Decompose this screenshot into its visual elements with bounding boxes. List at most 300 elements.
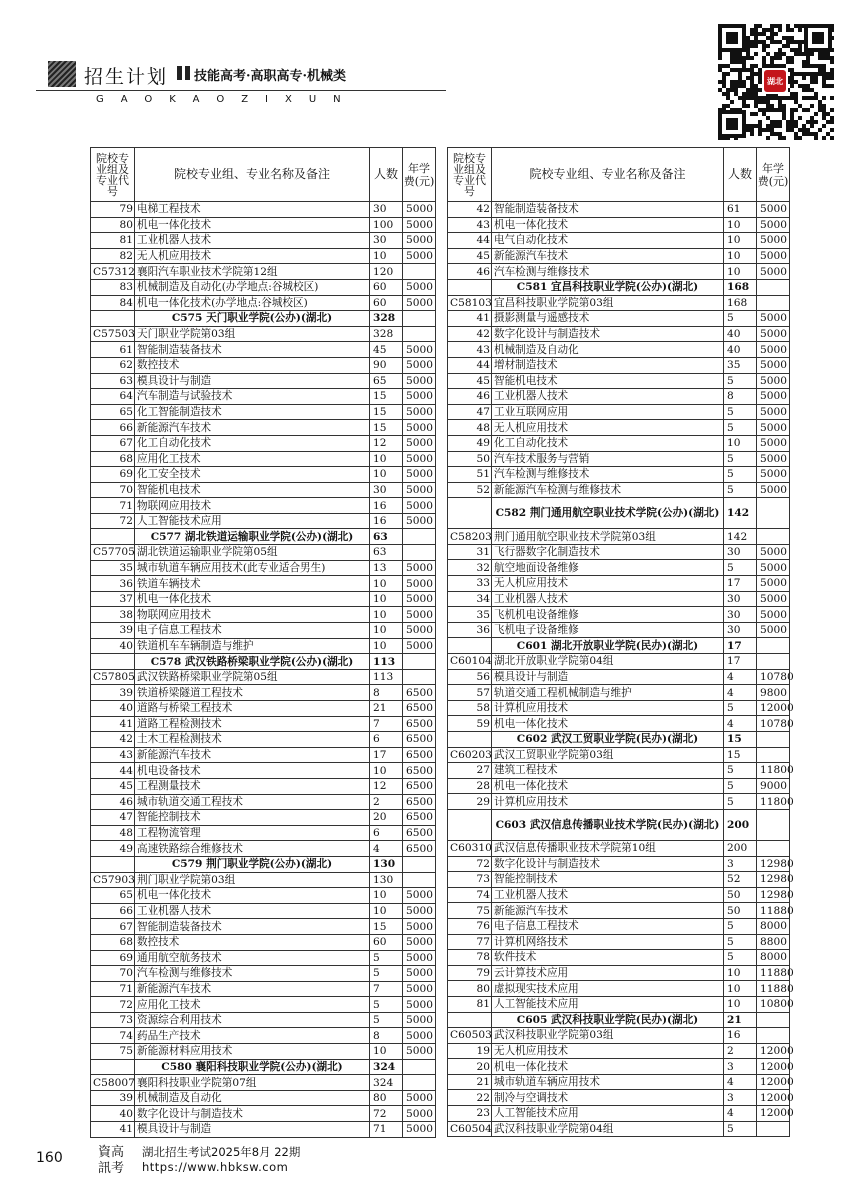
row-code: 51: [448, 467, 492, 483]
col-code-header: 院校专业组及专业代号: [91, 148, 135, 202]
row-count: 8: [724, 389, 757, 405]
major-row: [91, 513, 436, 529]
row-fee: 5000: [403, 1044, 436, 1060]
row-fee: 5000: [403, 202, 436, 218]
major-row: [448, 700, 790, 716]
row-count: 10: [370, 623, 403, 639]
row-fee: 12000: [757, 700, 790, 716]
row-fee: 5000: [403, 576, 436, 592]
group-row: [448, 654, 790, 670]
row-fee: [757, 1028, 790, 1044]
major-row: [448, 1074, 790, 1090]
row-fee: 5000: [403, 279, 436, 295]
row-fee: 6500: [403, 841, 436, 857]
major-row: [91, 451, 436, 467]
row-count: 40: [724, 326, 757, 342]
row-name: 湖北开放职业学院第04组: [492, 654, 724, 670]
major-row: [448, 965, 790, 981]
row-name: 虚拟现实技术应用: [492, 981, 724, 997]
row-code: 64: [91, 389, 135, 405]
school-row: [448, 1012, 790, 1028]
school-total: 63: [370, 529, 403, 545]
row-name: 新能源汽车技术: [492, 903, 724, 919]
major-row: [448, 435, 790, 451]
major-row: [448, 794, 790, 810]
row-code: 58: [448, 700, 492, 716]
row-fee: 5000: [403, 591, 436, 607]
row-count: 5: [724, 467, 757, 483]
row-count: 10: [724, 435, 757, 451]
row-code: 31: [448, 544, 492, 560]
row-fee: 5000: [403, 1122, 436, 1138]
school-name: C580 襄阳科技职业学院(公办)(湖北): [135, 1059, 370, 1075]
row-name: 机电一体化技术: [135, 888, 370, 904]
major-row: [448, 420, 790, 436]
row-count: 5: [724, 373, 757, 389]
col-name-header: 院校专业组、专业名称及备注: [135, 148, 370, 202]
major-row: [448, 856, 790, 872]
row-code: 80: [448, 981, 492, 997]
row-code: 22: [448, 1090, 492, 1106]
row-fee: [757, 529, 790, 545]
row-count: 5: [724, 918, 757, 934]
row-name: 机电一体化技术: [135, 217, 370, 233]
major-row: [91, 279, 436, 295]
row-code: 34: [448, 591, 492, 607]
row-count: 7: [370, 981, 403, 997]
row-count: 16: [724, 1028, 757, 1044]
row-name: 武汉工贸职业学院第03组: [492, 747, 724, 763]
row-name: 武汉信息传播职业技术学院第10组: [492, 840, 724, 856]
row-count: 5: [724, 950, 757, 966]
major-row: [91, 997, 436, 1013]
major-row: [448, 202, 790, 218]
row-fee: 6500: [403, 810, 436, 826]
row-fee: 5000: [403, 607, 436, 623]
row-name: 汽车制造与试验技术: [135, 389, 370, 405]
school-name: C602 武汉工贸职业学院(民办)(湖北): [492, 732, 724, 748]
row-count: 13: [370, 560, 403, 576]
row-code: 42: [448, 202, 492, 218]
row-count: 8: [370, 685, 403, 701]
row-code: 27: [448, 763, 492, 779]
row-fee: 5000: [757, 622, 790, 638]
row-count: 12: [370, 435, 403, 451]
major-row: [91, 888, 436, 904]
col-name-header: 院校专业组、专业名称及备注: [492, 148, 724, 202]
row-name: 资源综合利用技术: [135, 1012, 370, 1028]
magazine-url: https://www.hbksw.com: [142, 1160, 289, 1174]
row-code: 43: [448, 342, 492, 358]
row-count: 15: [370, 404, 403, 420]
row-fee: 11880: [757, 903, 790, 919]
row-count: 5: [724, 482, 757, 498]
school-total: 21: [724, 1012, 757, 1028]
page-number: 160: [36, 1150, 63, 1166]
major-row: [91, 576, 436, 592]
row-fee: 11800: [757, 763, 790, 779]
group-row: [448, 295, 790, 311]
row-name: 数字化设计与制造技术: [492, 856, 724, 872]
magazine-logo-icon: [88, 1142, 134, 1174]
page-header: [36, 58, 456, 108]
major-row: [91, 825, 436, 841]
row-name: 机电一体化技术(办学地点:谷城校区): [135, 295, 370, 311]
row-code: 36: [91, 576, 135, 592]
school-total: 168: [724, 279, 757, 295]
row-count: 15: [370, 389, 403, 405]
row-name: 智能控制技术: [135, 810, 370, 826]
row-count: 120: [370, 264, 403, 280]
row-code: 44: [91, 763, 135, 779]
row-name: 新能源汽车技术: [135, 420, 370, 436]
row-name: 工业机器人技术: [492, 389, 724, 405]
row-fee: [403, 1075, 436, 1091]
row-name: 飞行器数字化制造技术: [492, 544, 724, 560]
row-count: 4: [724, 1074, 757, 1090]
major-row: [91, 357, 436, 373]
row-fee: 5000: [757, 342, 790, 358]
row-name: 铁道车辆技术: [135, 576, 370, 592]
row-name: 道路工程检测技术: [135, 716, 370, 732]
school-name: C603 武汉信息传播职业技术学院(民办)(湖北): [492, 809, 724, 840]
row-fee: 12000: [757, 1059, 790, 1075]
row-name: 工业机器人技术: [492, 591, 724, 607]
school-fee-empty: [757, 1012, 790, 1028]
row-name: 机械制造及自动化: [135, 1090, 370, 1106]
row-code: 44: [448, 357, 492, 373]
row-count: 6: [370, 825, 403, 841]
row-name: 武汉铁路桥梁职业学院第05组: [135, 669, 370, 685]
school-spacer: [91, 856, 135, 872]
row-count: 4: [724, 669, 757, 685]
major-row: [91, 233, 436, 249]
major-row: [448, 950, 790, 966]
row-code: 77: [448, 934, 492, 950]
major-row: [448, 918, 790, 934]
row-fee: 5000: [403, 997, 436, 1013]
row-count: 52: [724, 872, 757, 888]
major-row: [448, 373, 790, 389]
row-fee: [757, 747, 790, 763]
row-code: 81: [448, 996, 492, 1012]
row-code: 28: [448, 778, 492, 794]
row-code: 40: [91, 638, 135, 654]
school-row: [448, 279, 790, 295]
row-code: 39: [91, 1090, 135, 1106]
row-code: 84: [91, 295, 135, 311]
row-name: 城市轨道车辆应用技术: [492, 1074, 724, 1090]
row-code: C60504: [448, 1121, 492, 1137]
row-count: 100: [370, 217, 403, 233]
major-row: [448, 872, 790, 888]
major-row: [448, 1043, 790, 1059]
row-code: 83: [91, 279, 135, 295]
major-row: [91, 591, 436, 607]
row-count: 10: [724, 264, 757, 280]
row-fee: 5000: [757, 389, 790, 405]
row-name: 高速铁路综合维修技术: [135, 841, 370, 857]
row-count: 5: [370, 950, 403, 966]
row-code: 82: [91, 248, 135, 264]
row-fee: 12000: [757, 1090, 790, 1106]
school-row: [91, 654, 436, 670]
row-name: 无人机应用技术: [492, 576, 724, 592]
row-code: 66: [91, 903, 135, 919]
group-row: [91, 326, 436, 342]
group-row: [91, 872, 436, 888]
row-code: 29: [448, 794, 492, 810]
major-row: [448, 467, 790, 483]
row-name: 机电设备技术: [135, 763, 370, 779]
group-row: [91, 669, 436, 685]
school-fee-empty: [757, 732, 790, 748]
row-fee: [403, 872, 436, 888]
row-count: 30: [724, 544, 757, 560]
row-fee: 6500: [403, 763, 436, 779]
row-count: 12: [370, 778, 403, 794]
row-count: 72: [370, 1106, 403, 1122]
row-code: 75: [448, 903, 492, 919]
row-count: 61: [724, 202, 757, 218]
row-count: 7: [370, 716, 403, 732]
row-code: 52: [448, 482, 492, 498]
row-name: 机电一体化技术: [492, 1059, 724, 1075]
row-fee: 12000: [757, 1074, 790, 1090]
row-fee: 9000: [757, 778, 790, 794]
row-name: 智能制造装备技术: [135, 919, 370, 935]
col-count-header: 人数: [370, 148, 403, 202]
school-fee-empty: [403, 311, 436, 327]
row-fee: 5000: [757, 607, 790, 623]
row-count: 10: [370, 248, 403, 264]
row-name: 化工智能制造技术: [135, 404, 370, 420]
row-name: 新能源材料应用技术: [135, 1044, 370, 1060]
row-name: 新能源汽车检测与维修技术: [492, 482, 724, 498]
row-name: 数字化设计与制造技术: [135, 1106, 370, 1122]
row-fee: 5000: [757, 248, 790, 264]
row-name: 城市轨道车辆应用技术(此专业适合男生): [135, 560, 370, 576]
row-fee: 5000: [403, 1106, 436, 1122]
row-code: C57503: [91, 326, 135, 342]
row-code: 38: [91, 607, 135, 623]
qr-badge-text: 湖北: [767, 77, 783, 86]
row-code: 32: [448, 560, 492, 576]
row-name: 工程测量技术: [135, 778, 370, 794]
row-fee: 5000: [403, 560, 436, 576]
row-fee: 5000: [403, 1028, 436, 1044]
row-count: 10: [370, 638, 403, 654]
row-fee: 5000: [403, 342, 436, 358]
row-fee: 5000: [403, 1090, 436, 1106]
row-code: 79: [91, 202, 135, 218]
row-code: C58203: [448, 529, 492, 545]
major-row: [448, 763, 790, 779]
row-name: 电子信息工程技术: [492, 918, 724, 934]
row-code: C57805: [91, 669, 135, 685]
group-row: [448, 1028, 790, 1044]
row-name: 摄影测量与遥感技术: [492, 311, 724, 327]
school-spacer: [448, 279, 492, 295]
major-row: [448, 311, 790, 327]
row-code: 48: [448, 420, 492, 436]
header-rule: [36, 90, 446, 91]
qr-code-icon: [716, 22, 834, 140]
row-fee: 8000: [757, 950, 790, 966]
row-fee: 6500: [403, 794, 436, 810]
row-fee: 11880: [757, 981, 790, 997]
row-count: 5: [724, 1121, 757, 1137]
row-name: 襄阳汽车职业技术学院第12组: [135, 264, 370, 280]
row-name: 智能机电技术: [135, 482, 370, 498]
row-name: 新能源汽车技术: [492, 248, 724, 264]
row-fee: 5000: [757, 373, 790, 389]
major-row: [91, 248, 436, 264]
major-row: [91, 342, 436, 358]
major-row: [448, 903, 790, 919]
school-name: C579 荆门职业学院(公办)(湖北): [135, 856, 370, 872]
major-row: [448, 1059, 790, 1075]
row-fee: 5000: [757, 544, 790, 560]
row-fee: 8000: [757, 918, 790, 934]
row-code: 68: [91, 451, 135, 467]
row-fee: [757, 295, 790, 311]
row-code: 74: [91, 1028, 135, 1044]
row-code: 71: [91, 498, 135, 514]
row-code: 43: [448, 217, 492, 233]
row-count: 3: [724, 1059, 757, 1075]
row-count: 60: [370, 279, 403, 295]
row-code: 65: [91, 888, 135, 904]
school-row: [91, 856, 436, 872]
row-count: 8: [370, 1028, 403, 1044]
row-count: 3: [724, 856, 757, 872]
row-fee: 5000: [403, 482, 436, 498]
row-code: 46: [91, 794, 135, 810]
row-fee: 12000: [757, 1043, 790, 1059]
row-fee: 5000: [403, 919, 436, 935]
row-name: 智能制造装备技术: [135, 342, 370, 358]
major-row: [448, 607, 790, 623]
school-spacer: [91, 1059, 135, 1075]
row-code: 67: [91, 919, 135, 935]
school-name: C581 宜昌科技职业学院(公办)(湖北): [492, 279, 724, 295]
plan-table-right: [447, 147, 794, 1137]
row-code: 69: [91, 950, 135, 966]
row-name: 模具设计与制造: [135, 1122, 370, 1138]
row-count: 30: [370, 482, 403, 498]
row-fee: 5000: [757, 591, 790, 607]
row-fee: 5000: [757, 420, 790, 436]
school-fee-empty: [757, 638, 790, 654]
row-code: 39: [91, 685, 135, 701]
row-count: 2: [724, 1043, 757, 1059]
row-code: C58007: [91, 1075, 135, 1091]
major-row: [448, 389, 790, 405]
row-code: 59: [448, 716, 492, 732]
row-name: 机械制造及自动化(办学地点:谷城校区): [135, 279, 370, 295]
row-name: 化工自动化技术: [135, 435, 370, 451]
row-count: 5: [724, 778, 757, 794]
row-fee: 9800: [757, 685, 790, 701]
row-count: 5: [724, 763, 757, 779]
row-fee: [757, 1121, 790, 1137]
row-count: 16: [370, 498, 403, 514]
major-row: [91, 1106, 436, 1122]
major-row: [91, 202, 436, 218]
school-row: [91, 529, 436, 545]
row-code: 65: [91, 404, 135, 420]
row-fee: 5000: [403, 373, 436, 389]
school-name: C601 湖北开放职业学院(民办)(湖北): [492, 638, 724, 654]
group-row: [448, 529, 790, 545]
row-code: 61: [91, 342, 135, 358]
row-code: 80: [91, 217, 135, 233]
row-fee: 5000: [757, 264, 790, 280]
major-row: [448, 1090, 790, 1106]
major-row: [91, 1122, 436, 1138]
school-name: C582 荆门通用航空职业技术学院(公办)(湖北): [492, 498, 724, 529]
row-code: 40: [91, 1106, 135, 1122]
row-fee: 5000: [403, 248, 436, 264]
row-name: 计算机应用技术: [492, 794, 724, 810]
row-code: 19: [448, 1043, 492, 1059]
row-count: 113: [370, 669, 403, 685]
row-code: 63: [91, 373, 135, 389]
row-name: 航空地面设备维修: [492, 560, 724, 576]
row-fee: 10780: [757, 716, 790, 732]
major-row: [448, 576, 790, 592]
page-footer: [36, 1142, 816, 1178]
row-code: 21: [448, 1074, 492, 1090]
row-code: 20: [448, 1059, 492, 1075]
row-fee: 5000: [757, 357, 790, 373]
row-count: 3: [724, 1090, 757, 1106]
school-name: C578 武汉铁路桥梁职业学院(公办)(湖北): [135, 654, 370, 670]
row-name: 无人机应用技术: [135, 248, 370, 264]
row-count: 71: [370, 1122, 403, 1138]
school-fee-empty: [403, 529, 436, 545]
col-fee-header: 年学费(元): [757, 148, 790, 202]
row-count: 10: [370, 451, 403, 467]
row-count: 5: [724, 311, 757, 327]
row-fee: 6500: [403, 701, 436, 717]
row-code: C58103: [448, 295, 492, 311]
row-fee: 5000: [403, 295, 436, 311]
row-count: 5: [724, 404, 757, 420]
row-count: 63: [370, 545, 403, 561]
major-row: [91, 810, 436, 826]
row-name: 智能控制技术: [492, 872, 724, 888]
row-code: 74: [448, 887, 492, 903]
row-fee: [403, 264, 436, 280]
school-row: [91, 1059, 436, 1075]
row-count: 10: [370, 591, 403, 607]
row-code: C57903: [91, 872, 135, 888]
row-code: 49: [91, 841, 135, 857]
major-row: [91, 482, 436, 498]
row-code: 41: [91, 716, 135, 732]
row-code: C60310: [448, 840, 492, 856]
row-fee: 10800: [757, 996, 790, 1012]
major-row: [448, 233, 790, 249]
row-fee: 5000: [757, 326, 790, 342]
row-name: 荆门通用航空职业技术学院第03组: [492, 529, 724, 545]
row-code: 39: [91, 623, 135, 639]
group-row: [91, 1075, 436, 1091]
school-total: 328: [370, 311, 403, 327]
row-name: 飞机电子设备维修: [492, 622, 724, 638]
